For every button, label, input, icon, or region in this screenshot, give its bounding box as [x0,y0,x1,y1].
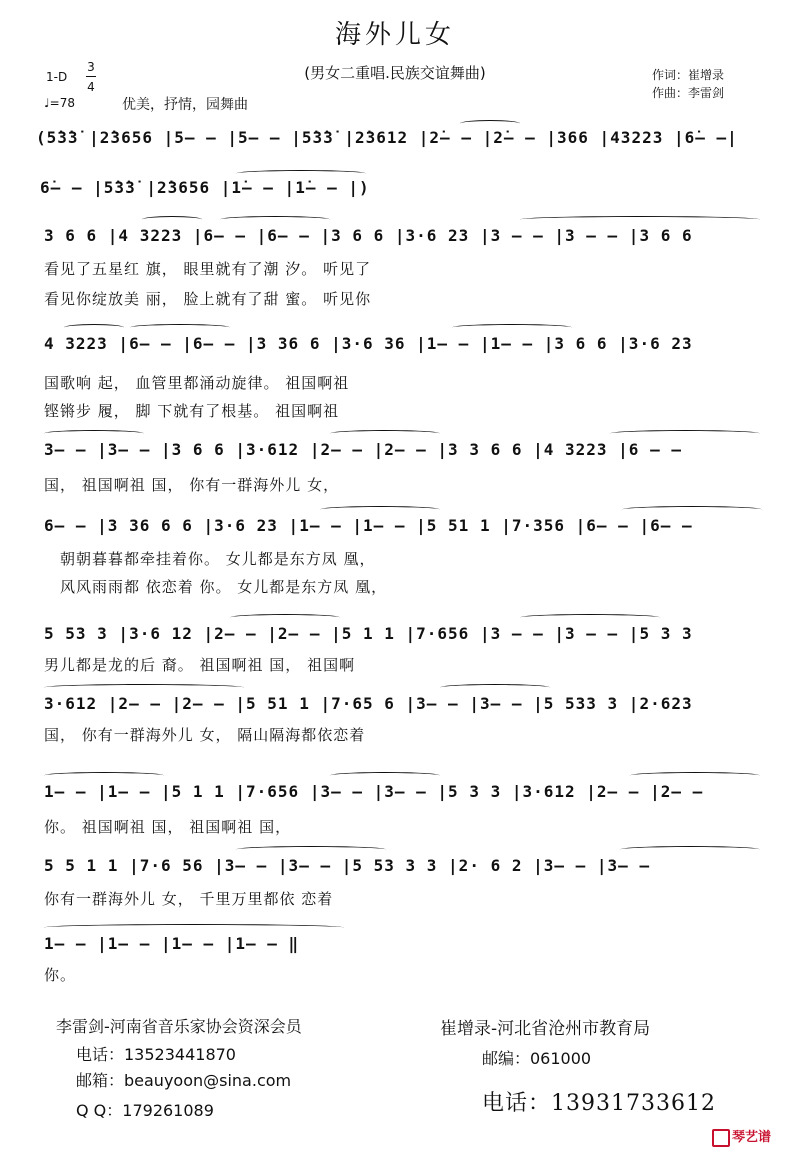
tempo-mark: ♩=78 [44,96,75,110]
tie [330,430,440,437]
tie [440,684,550,691]
score-system-3-lyrics-verse-2: 看见你绽放美 丽， 脸上就有了甜 蜜。 听见你 [44,290,372,308]
expression-mark: 优美，抒情，园舞曲 [122,97,248,113]
tie [320,506,440,513]
score-system-8-lyrics: 国， 你有一群海外儿 女， 隔山隔海都依恋着 [44,726,366,744]
score-system-4-lyrics-verse-1: 国歌响 起， 血管里都涌动旋律。 祖国啊祖 [44,374,350,392]
score-system-10-notes: 5 5 1 1 |7·6 56 |3– – |3– – |5 53 3 3 |2· 6 2 |3– – |3– – [44,856,651,875]
tie [130,324,230,331]
tie [230,614,340,621]
music-logo-icon [712,1129,730,1147]
song-subtitle: (男女二重唱.民族交谊舞曲) [304,64,486,82]
score-system-5-notes: 3– – |3– – |3 6 6 |3·612 |2– – |2– – |3 3 6 6 |4 3223 |6 – – [44,440,682,459]
lyricist-contact-postcode: 邮编：061000 [482,1049,592,1068]
time-signature-divider [86,76,96,77]
slur [460,120,520,127]
tie [44,430,144,437]
score-system-3-lyrics-verse-1: 看见了五星红 旗， 眼里就有了潮 汐。 听见了 [44,260,372,278]
score-system-9-notes: 1– – |1– – |5 1 1 |7·656 |3– – |3– – |5 3 3 |3·612 |2– – |2– – [44,782,704,801]
score-system-11-notes: 1– – |1– – |1– – |1– – ‖ [44,934,300,953]
key-signature: 1-D [46,70,68,84]
lyricist-credit: 作词：崔增录 [652,68,725,82]
slur [142,216,202,223]
score-system-4-notes: 4 3223 |6– – |6– – |3 36 6 |3·6 36 |1– – |1– – |3 6 6 |3·6 23 [44,334,693,353]
composer-contact-qq: Q Q：179261089 [76,1101,214,1120]
tie [452,324,572,331]
composer-contact-name: 李雷剑-河南省音乐家协会资深会员 [56,1017,302,1036]
song-title: 海外儿女 [334,20,455,50]
score-system-3-notes: 3 6 6 |4 3223 |6– – |6– – |3 6 6 |3·6 23 |3 – – |3 – – |3 6 6 [44,226,693,245]
time-signature-bottom: 4 [87,80,95,94]
score-system-5-lyrics: 国， 祖国啊祖 国， 你有一群海外儿 女， [44,476,340,494]
score-system-9-lyrics: 你。 祖国啊祖 国， 祖国啊祖 国， [44,818,292,836]
score-system-8-notes: 3·612 |2– – |2– – |5 51 1 |7·65 6 |3– – |3– – |5 533 3 |2·623 [44,694,693,713]
tie [520,216,760,223]
site-logo-text: 琴艺谱 [732,1130,772,1145]
lyricist-contact-phone: 电话：13931733612 [482,1091,716,1116]
lyricist-contact-name: 崔增录-河北省沧州市教育局 [440,1019,651,1039]
score-system-7-notes: 5 53 3 |3·6 12 |2– – |2– – |5 1 1 |7·656 |3 – – |3 – – |5 3 3 [44,624,693,643]
tie [220,216,330,223]
composer-contact-phone: 电话：13523441870 [76,1045,236,1064]
tie [520,614,660,621]
score-system-7-lyrics: 男儿都是龙的后 裔。 祖国啊祖 国， 祖国啊 [44,656,356,674]
tie [622,506,762,513]
tie [620,846,760,853]
score-system-10-lyrics: 你有一群海外儿 女， 千里万里都依 恋着 [44,890,334,908]
tie [236,170,366,177]
score-system-6-lyrics-verse-2: 风风雨雨都 依恋着 你。 女儿都是东方凤 凰， [60,578,388,596]
score-system-1-notes: (5̇3̇3̇ |2̇3656 |5– – |5– – |5̇3̇3̇ |2̇3612 |2̇– – |2̇– – |366 |43223 |6̇– –| [36,128,738,147]
composer-contact-email: 邮箱：beauyoon@sina.com [76,1071,292,1090]
time-signature-top: 3 [87,60,95,74]
tie [630,772,760,779]
score-system-4-lyrics-verse-2: 铿锵步 履， 脚 下就有了根基。 祖国啊祖 [44,402,340,420]
score-system-11-lyrics: 你。 [44,966,77,984]
composer-credit: 作曲：李雷剑 [652,86,725,100]
tie [610,430,760,437]
tie [44,924,344,931]
tie [44,772,164,779]
score-system-6-notes: 6– – |3 36 6 6 |3·6 23 |1– – |1– – |5 51 1 |7·356 |6– – |6– – [44,516,693,535]
site-logo [712,1126,771,1147]
slur [64,324,124,331]
tie [44,684,244,691]
tie [236,846,386,853]
score-system-2-notes: 6̇– – |5̇3̇3̇ |2̇3656 |1̇– – |1̇– – |) [40,178,370,197]
tie [330,772,440,779]
score-system-6-lyrics-verse-1: 朝朝暮暮都牵挂着你。 女儿都是东方凤 凰， [60,550,376,568]
